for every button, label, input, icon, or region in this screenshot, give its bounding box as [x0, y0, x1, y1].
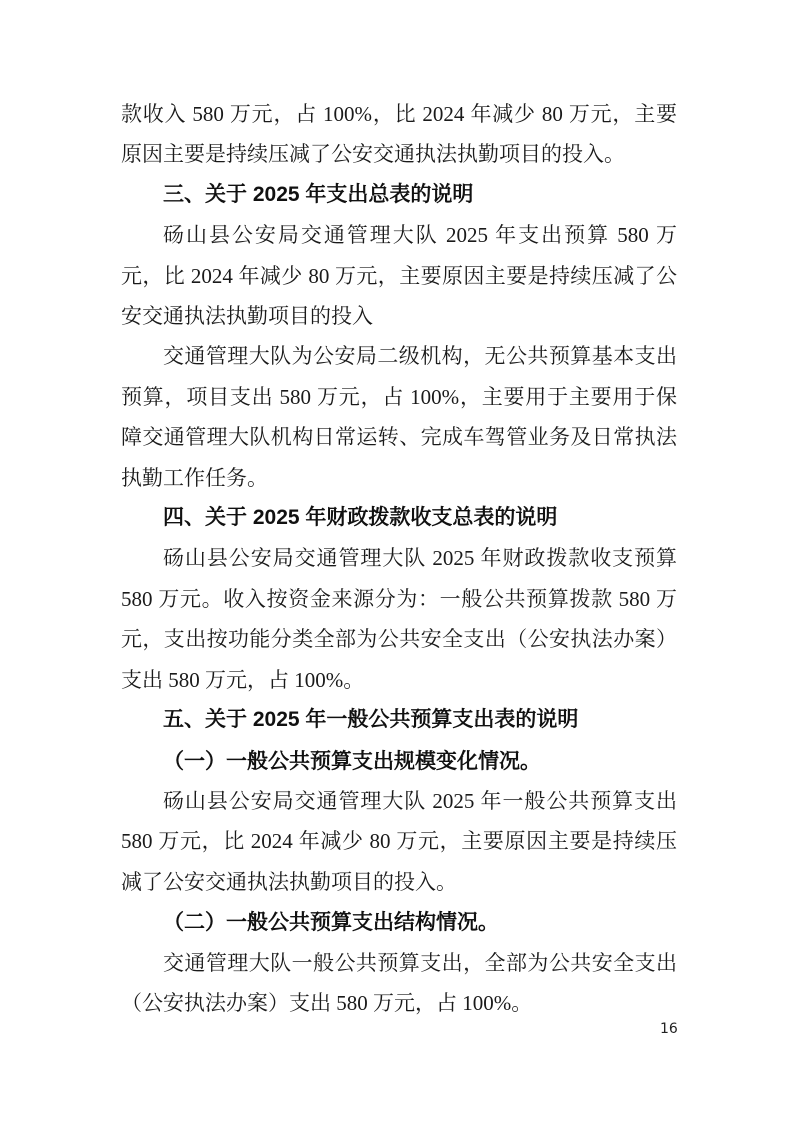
document-body — [121, 94, 677, 1023]
paragraph-general-budget-expenditure: 砀山县公安局交通管理大队 2025 年一般公共预算支出 580 万元，比 2024 年减少 80 万元，主要原因主要是持续压减了公安交通执法执勤项目的投入。 — [121, 788, 677, 894]
section-heading-5-general-public-budget: 五、关于 2025 年一般公共预算支出表的说明 — [163, 708, 579, 732]
paragraph-expenditure-budget: 砀山县公安局交通管理大队 2025 年支出预算 580 万元，比 2024 年减少 80 万元，主要原因主要是持续压减了公安交通执法执勤项目的投入 — [121, 223, 677, 329]
page-number: 16 — [660, 1021, 678, 1037]
sub-heading-2-structure: （二）一般公共预算支出结构情况。 — [163, 910, 499, 935]
paragraph-secondary-institution: 交通管理大队为公安局二级机构，无公共预算基本支出预算，项目支出 580 万元，占 100%，主要用于主要用于保障交通管理大队机构日常运转、完成车驾管业务及日常执法执勤工作任务。 — [121, 344, 677, 490]
paragraph-fiscal-appropriation-budget: 砀山县公安局交通管理大队 2025 年财政拨款收支预算 580 万元。收入按资金来源分为：一般公共预算拨款 580 万元，支出按功能分类全部为公共安全支出（公安执法办案）支出 580 万元，占 100%。 — [121, 546, 677, 692]
section-heading-4-fiscal-appropriation: 四、关于 2025 年财政拨款收支总表的说明 — [163, 506, 558, 530]
paragraph-expenditure-structure: 交通管理大队一般公共预算支出，全部为公共安全支出（公安执法办案）支出 580 万元，占 100%。 — [121, 950, 677, 1015]
sub-heading-1-scale-change: （一）一般公共预算支出规模变化情况。 — [163, 748, 541, 773]
paragraph-revenue-continuation: 款收入 580 万元，占 100%，比 2024 年减少 80 万元，主要原因主要是持续压减了公安交通执法执勤项目的投入。 — [121, 102, 677, 167]
section-heading-3-expenditure-summary: 三、关于 2025 年支出总表的说明 — [163, 182, 474, 206]
